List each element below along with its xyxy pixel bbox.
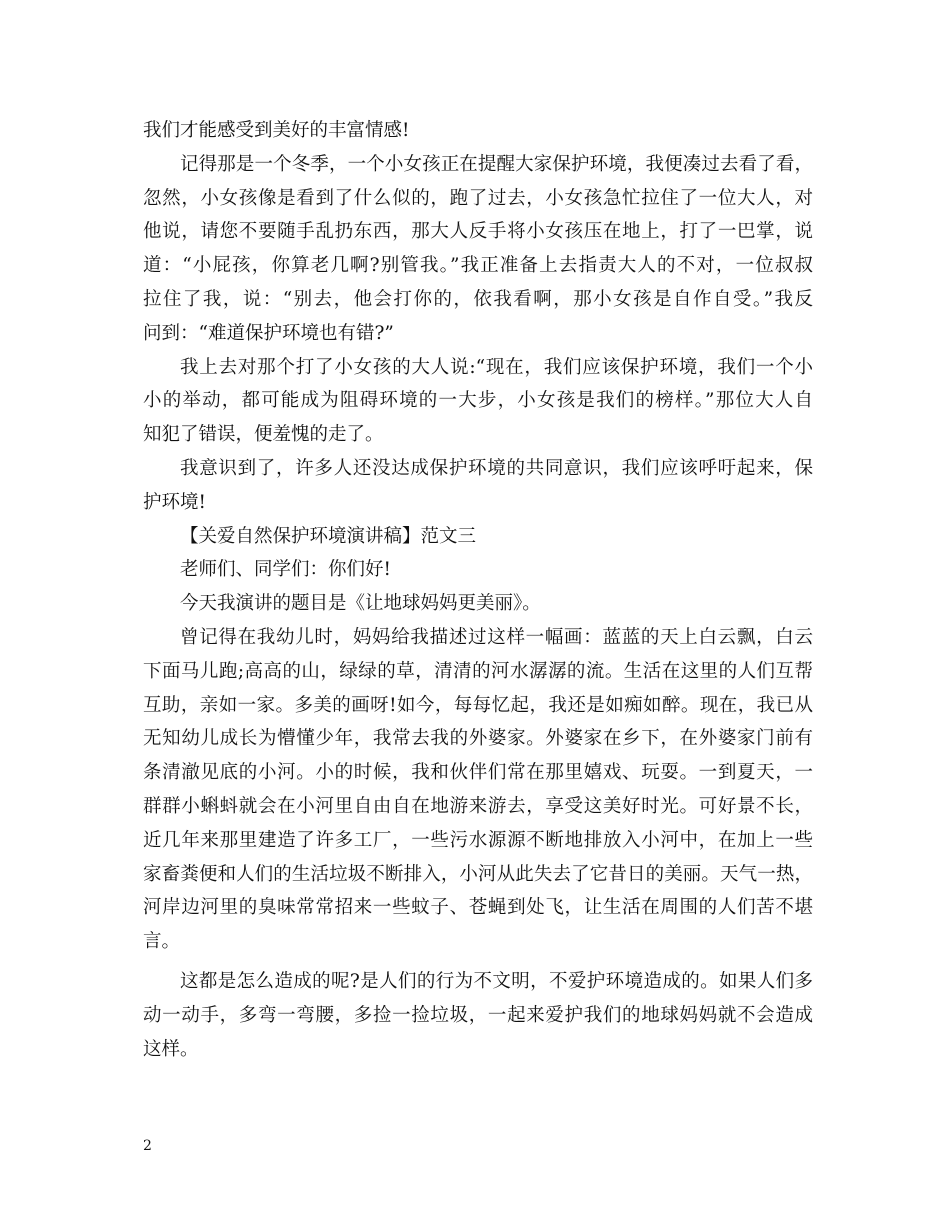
text-line: 下面马儿跑;高高的山，绿绿的草，清清的河水潺潺的流。生活在这里的人们互帮 xyxy=(143,660,813,682)
text-line: 今天我演讲的题目是《让地球妈妈更美丽》。 xyxy=(180,593,541,615)
text-line: 这样。 xyxy=(143,1038,199,1060)
paragraph xyxy=(143,351,813,452)
text-line: 无知幼儿成长为懵懂少年，我常去我的外婆家。外婆家在乡下，在外婆家门前有 xyxy=(143,728,813,750)
text-line: 家畜粪便和人们的生活垃圾不断排入，小河从此失去了它昔日的美丽。天气一热， xyxy=(143,863,813,885)
text-line: 我们才能感受到美好的丰富情感! xyxy=(143,120,410,141)
text-line: 他说，请您不要随手乱扔东西，那大人反手将小女孩压在地上，打了一巴掌，说 xyxy=(143,221,813,243)
paragraph xyxy=(143,148,813,351)
text-line: 拉住了我，说：“别去，他会打你的，依我看啊，那小女孩是自作自受。”我反 xyxy=(143,288,813,310)
text-line: 条清澈见底的小河。小的时候，我和伙伴们常在那里嬉戏、玩耍。一到夏天，一 xyxy=(143,762,813,784)
document-body xyxy=(143,114,813,1066)
text-line: 近几年来那里建造了许多工厂，一些污水源源不断地排放入小河中，在加上一些 xyxy=(143,829,813,851)
paragraph xyxy=(143,621,813,959)
text-line: 这都是怎么造成的呢?是人们的行为不文明，不爱护环境造成的。如果人们多 xyxy=(180,970,813,992)
text-line: 护环境! xyxy=(143,491,206,513)
text-line: 我意识到了，许多人还没达成保护环境的共同意识，我们应该呼吁起来，保 xyxy=(180,457,813,479)
text-line: 河岸边河里的臭味常常招来一些蚊子、苍蝇到处飞，让生活在周围的人们苦不堪 xyxy=(143,897,813,919)
text-line: 问到：“难道保护环境也有错?” xyxy=(143,322,394,344)
page-number: 2 xyxy=(143,1138,152,1154)
text-line: 我上去对那个打了小女孩的大人说:“现在，我们应该保护环境，我们一个小 xyxy=(180,356,813,378)
paragraph xyxy=(143,520,813,554)
text-line: 曾记得在我幼儿时，妈妈给我描述过这样一幅画：蓝蓝的天上白云飘，白云 xyxy=(180,626,813,648)
text-line: 老师们、同学们：你们好! xyxy=(180,559,391,581)
paragraph xyxy=(143,114,813,148)
text-line: 忽然，小女孩像是看到了什么似的，跑了过去，小女孩急忙拉住了一位大人，对 xyxy=(143,187,813,209)
paragraph xyxy=(143,553,813,587)
paragraph xyxy=(143,965,813,1066)
text-line: 道：“小屁孩，你算老几啊?别管我。”我正准备上去指责大人的不对，一位叔叔 xyxy=(143,255,813,277)
text-line: 【关爱自然保护环境演讲稿】范文三 xyxy=(180,525,477,547)
text-line: 记得那是一个冬季，一个小女孩正在提醒大家保护环境，我便凑过去看了看， xyxy=(180,153,813,175)
text-line: 知犯了错误，便羞愧的走了。 xyxy=(143,424,384,446)
paragraph xyxy=(143,587,813,621)
paragraph xyxy=(143,452,813,520)
text-line: 群群小蝌蚪就会在小河里自由自在地游来游去，享受这美好时光。可好景不长， xyxy=(143,795,813,817)
text-line: 互助，亲如一家。多美的画呀!如今，每每忆起，我还是如痴如醉。现在，我已从 xyxy=(143,694,813,716)
text-line: 小的举动，都可能成为阻碍环境的一大步，小女孩是我们的榜样。”那位大人自 xyxy=(143,390,813,412)
text-line: 言。 xyxy=(143,931,181,953)
text-line: 动一动手，多弯一弯腰，多捡一捡垃圾，一起来爱护我们的地球妈妈就不会造成 xyxy=(143,1004,813,1026)
